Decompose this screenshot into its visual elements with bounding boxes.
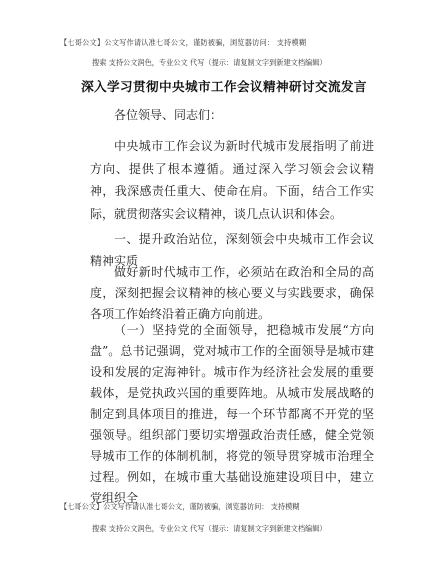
paragraph-intro-text: 中央城市工作会议为新时代城市发展指明了前进方向、提供了根本遵循。通过深入学习领会会议精神，我深感责任重大、使命在肩。下面，结合工作实际，就贯彻落实会议精神，谈几点认识和体会。 — [90, 139, 374, 221]
paragraph-section-1 — [90, 262, 374, 325]
header-notice-line-2: 搜索 支持公文润色，专业公文 代写（提示：请复制文字到新建文档编辑） — [92, 58, 327, 67]
paragraph-section-1-text: 做好新时代城市工作，必须站在政治和全局的高度，深刻把握会议精神的核心要义与实践要求，确保各项工作始终沿着正确方向前进。 — [90, 265, 374, 321]
greeting-text: 各位领导、同志们： — [114, 108, 223, 122]
document-title: 深入学习贯彻中央城市工作会议精神研讨交流发言 — [81, 79, 367, 94]
paragraph-subsection-1-text: （一）坚持党的全面领导，把稳城市发展“方向盘”。总书记强调，党对城市工作的全面领导是城市建设和发展的定海神针。城市作为经济社会发展的重要载体，是党执政兴国的重要阵地。从城市发展战略的制定到具体项目的推进，每一个环节都离不开党的坚强领导。组织部门要切实增强政治责任感，健全党领导城市工作的体制机制，将党的领导贯穿城市治理全过程。例如，在城市重大基础设施建设项目中，建立党组织全 — [90, 323, 374, 505]
footer-notice-line-2: 搜索 支持公文润色，专业公文 代写（提示：请复制文字到新建文档编辑） — [92, 524, 327, 533]
paragraph-subsection-1 — [90, 320, 374, 509]
header-notice-line-1: 【七哥公文】公文写作请认准七哥公文，谨防被骗，浏览器访问： 支持模糊 — [60, 38, 307, 47]
greeting — [90, 104, 374, 126]
footer-notice-line-1: 【七哥公文】公文写作请认准七哥公文，谨防被骗，浏览器访问： 支持模糊 — [60, 502, 300, 511]
section-heading-1-text: 一、提升政治站位，深刻领会中央城市工作会议精神实质 — [90, 232, 374, 268]
paragraph-intro — [90, 135, 374, 225]
